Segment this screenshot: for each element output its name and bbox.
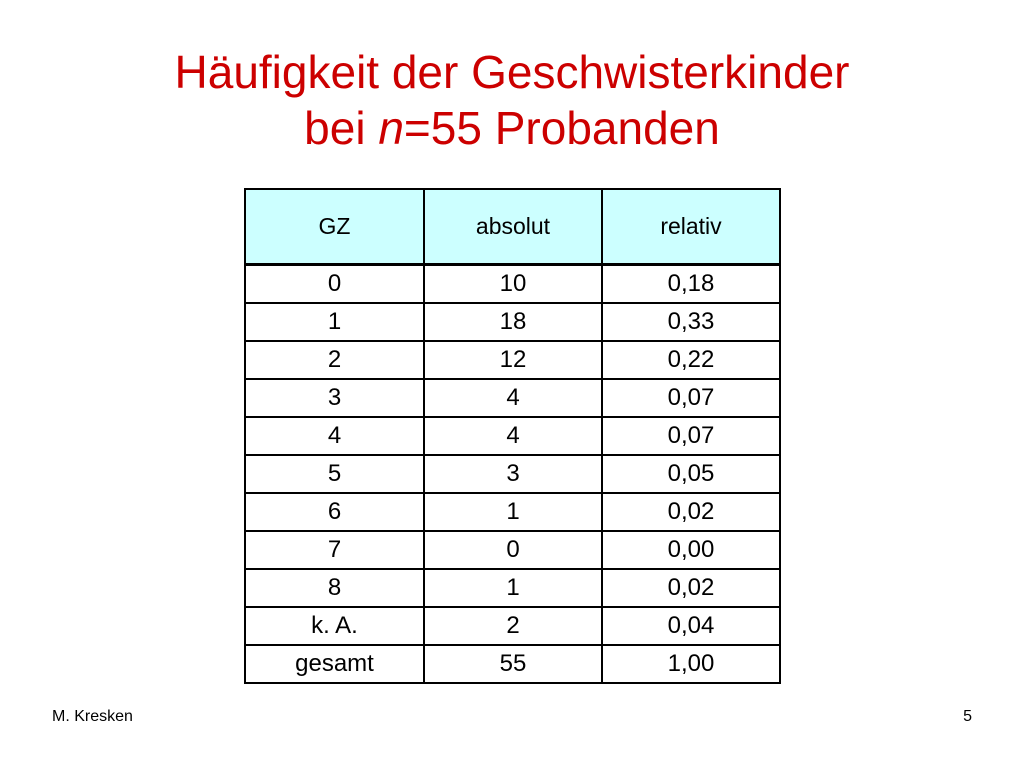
table-row <box>245 455 780 493</box>
title-line-1: Häufigkeit der Geschwisterkinder <box>174 46 850 98</box>
gz-cell: 0 <box>245 265 424 304</box>
header-gz: GZ <box>245 189 424 265</box>
table-row <box>245 303 780 341</box>
absolut-cell: 1 <box>424 569 602 607</box>
relativ-cell: 0,07 <box>602 417 780 455</box>
header-absolut: absolut <box>424 189 602 265</box>
gz-cell: gesamt <box>245 645 424 683</box>
absolut-cell: 10 <box>424 265 602 304</box>
relativ-cell: 0,22 <box>602 341 780 379</box>
table-header <box>245 189 780 265</box>
relativ-cell: 0,18 <box>602 265 780 304</box>
table-row <box>245 379 780 417</box>
relativ-cell: 0,33 <box>602 303 780 341</box>
absolut-cell: 3 <box>424 455 602 493</box>
slide-title <box>0 44 1024 156</box>
title-equals: = <box>403 102 431 154</box>
gz-cell: 8 <box>245 569 424 607</box>
title-rest: 55 Probanden <box>430 102 720 154</box>
gz-cell: 6 <box>245 493 424 531</box>
relativ-cell: 0,04 <box>602 607 780 645</box>
table-row <box>245 607 780 645</box>
frequency-table <box>244 188 781 684</box>
absolut-cell: 12 <box>424 341 602 379</box>
table-row <box>245 531 780 569</box>
relativ-cell: 0,02 <box>602 569 780 607</box>
header-row <box>245 189 780 265</box>
gz-cell: 5 <box>245 455 424 493</box>
table-row <box>245 341 780 379</box>
table-row <box>245 417 780 455</box>
gz-cell: 2 <box>245 341 424 379</box>
gz-cell: 4 <box>245 417 424 455</box>
absolut-cell: 0 <box>424 531 602 569</box>
gz-cell: 3 <box>245 379 424 417</box>
absolut-cell: 18 <box>424 303 602 341</box>
relativ-cell: 0,00 <box>602 531 780 569</box>
relativ-cell: 0,05 <box>602 455 780 493</box>
title-prefix: bei <box>304 102 379 154</box>
title-line-2 <box>0 100 1024 156</box>
relativ-cell: 1,00 <box>602 645 780 683</box>
table-row <box>245 265 780 304</box>
gz-cell: 7 <box>245 531 424 569</box>
header-relativ: relativ <box>602 189 780 265</box>
title-variable: n <box>378 102 404 154</box>
table-row <box>245 569 780 607</box>
absolut-cell: 1 <box>424 493 602 531</box>
absolut-cell: 4 <box>424 379 602 417</box>
footer-author: M. Kresken <box>52 708 133 725</box>
relativ-cell: 0,02 <box>602 493 780 531</box>
relativ-cell: 0,07 <box>602 379 780 417</box>
absolut-cell: 55 <box>424 645 602 683</box>
absolut-cell: 2 <box>424 607 602 645</box>
gz-cell: 1 <box>245 303 424 341</box>
table-row <box>245 645 780 683</box>
gz-cell: k. A. <box>245 607 424 645</box>
table-body <box>245 265 780 684</box>
page-number: 5 <box>963 708 972 725</box>
absolut-cell: 4 <box>424 417 602 455</box>
table-row <box>245 493 780 531</box>
